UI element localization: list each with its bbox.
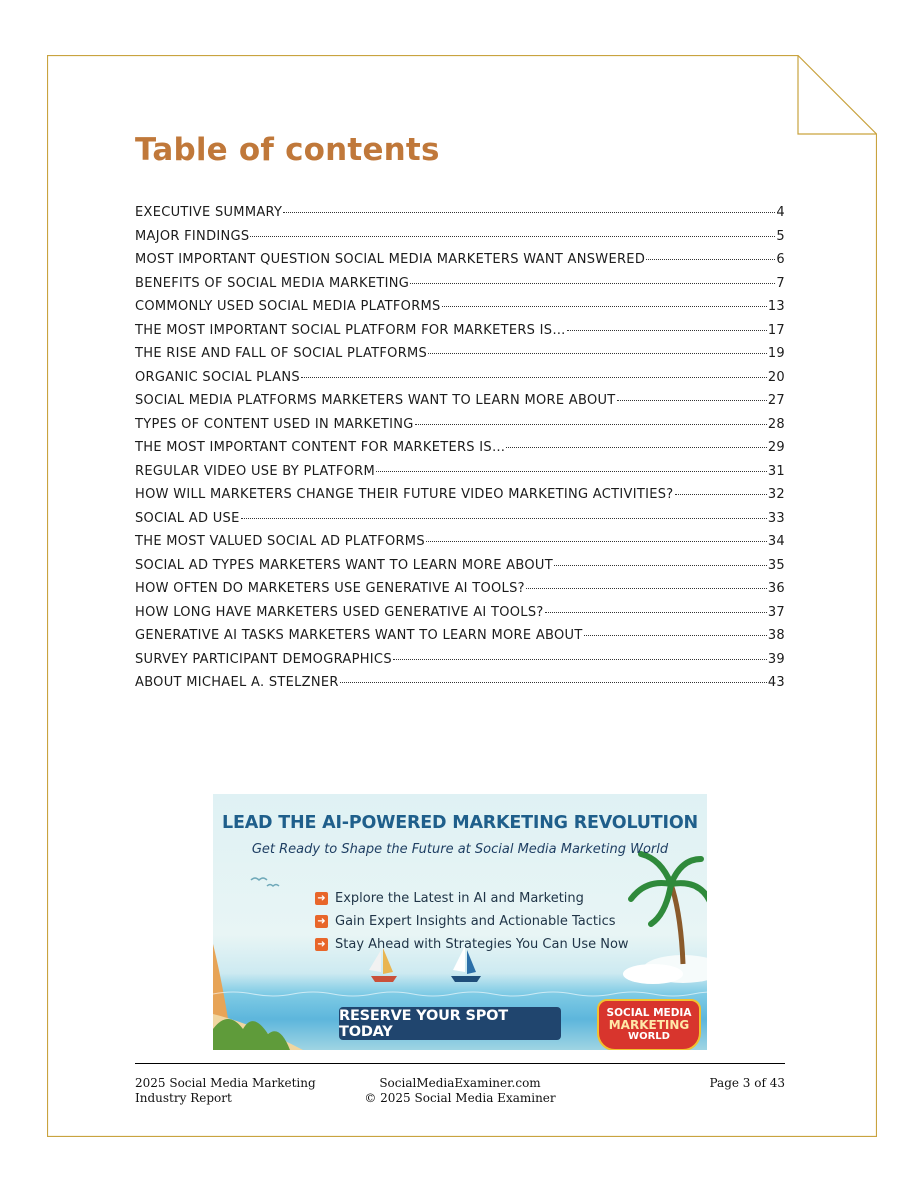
toc-entry[interactable] (135, 605, 785, 629)
ad-bullet (315, 887, 629, 910)
toc-entry-page: 37 (767, 604, 785, 620)
ad-subheadline: Get Ready to Shape the Future at Social Media Marketing World (251, 842, 669, 857)
toc-entry-page: 5 (776, 228, 785, 244)
toc-entry[interactable] (135, 323, 785, 347)
toc-entry-page: 34 (767, 534, 785, 549)
toc-entry[interactable] (135, 652, 785, 676)
toc-entry[interactable] (135, 440, 785, 464)
footer-website: SocialMediaExaminer.com (379, 1076, 541, 1090)
footer-divider (135, 1063, 785, 1064)
toc-entry[interactable] (135, 252, 785, 276)
ad-bullet-list (315, 887, 629, 956)
toc-entry-title: REGULAR VIDEO USE BY PLATFORM (135, 463, 376, 479)
toc-dot-leader (646, 259, 775, 260)
toc-entry-title: ABOUT MICHAEL A. STELZNER (135, 675, 339, 690)
toc-entry-page: 20 (767, 369, 785, 385)
toc-entry-title: EXECUTIVE SUMMARY (135, 205, 283, 220)
toc-dot-leader (283, 212, 775, 213)
toc-entry-title: GENERATIVE AI TASKS MARKETERS WANT TO LEARN MORE ABOUT (135, 628, 583, 643)
toc-entry-page: 36 (767, 581, 785, 596)
toc-dot-leader (301, 377, 767, 378)
ad-bullet-text: Explore the Latest in AI and Marketing (335, 891, 584, 906)
page-title: Table of contents (135, 132, 440, 168)
toc-entry[interactable] (135, 229, 785, 253)
toc-entry[interactable] (135, 534, 785, 558)
toc-entry-title: MAJOR FINDINGS (135, 228, 250, 244)
toc-entry-title: SURVEY PARTICIPANT DEMOGRAPHICS (135, 651, 392, 667)
footer-copyright: © 2025 Social Media Examiner (364, 1091, 556, 1105)
toc-entry-page: 29 (767, 440, 785, 455)
footer-site (135, 1076, 785, 1106)
toc-entry-title: ORGANIC SOCIAL PLANS (135, 369, 300, 385)
conference-ad-banner[interactable] (213, 794, 707, 1050)
toc-dot-leader (428, 353, 767, 354)
toc-entry-title: THE MOST VALUED SOCIAL AD PLATFORMS (135, 534, 425, 549)
toc-entry-page: 7 (776, 275, 785, 291)
toc-entry-title: THE MOST IMPORTANT SOCIAL PLATFORM FOR MARKETERS IS… (135, 322, 566, 338)
toc-entry-title: THE RISE AND FALL OF SOCIAL PLATFORMS (135, 346, 428, 361)
toc-entry-page: 33 (767, 510, 785, 526)
toc-entry[interactable] (135, 511, 785, 535)
logo-line: MARKETING (608, 1018, 690, 1032)
toc-entry[interactable] (135, 276, 785, 300)
toc-entry-title: THE MOST IMPORTANT CONTENT FOR MARKETERS IS… (135, 440, 506, 455)
reserve-spot-button[interactable]: RESERVE YOUR SPOT TODAY (339, 1007, 561, 1040)
toc-dot-leader (584, 635, 767, 636)
toc-dot-leader (506, 447, 767, 448)
toc-dot-leader (250, 236, 775, 237)
toc-dot-leader (410, 283, 775, 284)
toc-entry-page: 38 (767, 628, 785, 643)
toc-entry[interactable] (135, 487, 785, 511)
toc-entry-page: 27 (767, 393, 785, 408)
toc-entry-page: 19 (767, 346, 785, 361)
toc-dot-leader (442, 306, 767, 307)
toc-entry-page: 13 (767, 299, 785, 314)
arrow-right-icon: ➜ (315, 915, 328, 928)
ad-bullet (315, 910, 629, 933)
toc-entry-title: SOCIAL AD TYPES MARKETERS WANT TO LEARN MORE ABOUT (135, 557, 553, 573)
ad-bullet (315, 933, 629, 956)
toc-entry-page: 39 (767, 651, 785, 667)
toc-dot-leader (675, 494, 767, 495)
toc-entry-title: COMMONLY USED SOCIAL MEDIA PLATFORMS (135, 299, 441, 314)
toc-entry-title: HOW LONG HAVE MARKETERS USED GENERATIVE AI TOOLS? (135, 604, 544, 620)
toc-entry-page: 6 (776, 252, 785, 267)
toc-entry[interactable] (135, 346, 785, 370)
toc-entry-title: TYPES OF CONTENT USED IN MARKETING (135, 416, 414, 432)
ad-headline: LEAD THE AI-POWERED MARKETING REVOLUTION (222, 813, 698, 833)
toc-entry[interactable] (135, 581, 785, 605)
toc-entry-page: 32 (767, 487, 785, 502)
ad-bullet-text: Gain Expert Insights and Actionable Tactics (335, 914, 616, 929)
toc-entry-title: HOW WILL MARKETERS CHANGE THEIR FUTURE VIDEO MARKETING ACTIVITIES? (135, 487, 674, 502)
toc-entry[interactable] (135, 628, 785, 652)
toc-entry-title: SOCIAL AD USE (135, 510, 240, 526)
toc-entry[interactable] (135, 675, 785, 699)
toc-dot-leader (545, 612, 767, 613)
toc-entry-title: MOST IMPORTANT QUESTION SOCIAL MEDIA MARKETERS WANT ANSWERED (135, 252, 646, 267)
toc-entry[interactable] (135, 370, 785, 394)
ad-bullet-text: Stay Ahead with Strategies You Can Use Now (335, 937, 629, 952)
logo-line: SOCIAL MEDIA (606, 1007, 692, 1019)
toc-dot-leader (415, 424, 767, 425)
toc-dot-leader (241, 518, 767, 519)
arrow-right-icon: ➜ (315, 938, 328, 951)
footer-left-line: Industry Report (135, 1091, 232, 1105)
toc-entry[interactable] (135, 299, 785, 323)
toc-entry-title: HOW OFTEN DO MARKETERS USE GENERATIVE AI TOOLS? (135, 581, 525, 596)
toc-entry[interactable] (135, 393, 785, 417)
toc-entry-page: 28 (767, 416, 785, 432)
toc-entry[interactable] (135, 464, 785, 488)
toc-entry-page: 4 (776, 205, 785, 220)
toc-dot-leader (426, 541, 767, 542)
logo-line: WORLD (628, 1031, 670, 1042)
social-media-marketing-world-logo (597, 999, 701, 1050)
toc-entry-title: SOCIAL MEDIA PLATFORMS MARKETERS WANT TO LEARN MORE ABOUT (135, 393, 616, 408)
toc-dot-leader (393, 659, 767, 660)
toc-dot-leader (340, 682, 767, 683)
table-of-contents (135, 205, 785, 699)
toc-dot-leader (567, 330, 767, 331)
toc-entry-title: BENEFITS OF SOCIAL MEDIA MARKETING (135, 275, 410, 291)
toc-entry[interactable] (135, 205, 785, 229)
toc-entry-page: 31 (767, 463, 785, 479)
toc-entry-page: 17 (767, 322, 785, 338)
footer-left-line: 2025 Social Media Marketing (135, 1076, 316, 1090)
toc-entry-page: 35 (767, 557, 785, 573)
toc-entry[interactable] (135, 417, 785, 441)
footer-page-number: Page 3 of 43 (709, 1076, 785, 1090)
toc-dot-leader (526, 588, 767, 589)
arrow-right-icon: ➜ (315, 892, 328, 905)
toc-entry-page: 43 (767, 675, 785, 690)
toc-dot-leader (617, 400, 767, 401)
toc-entry[interactable] (135, 558, 785, 582)
toc-dot-leader (376, 471, 767, 472)
toc-dot-leader (554, 565, 767, 566)
